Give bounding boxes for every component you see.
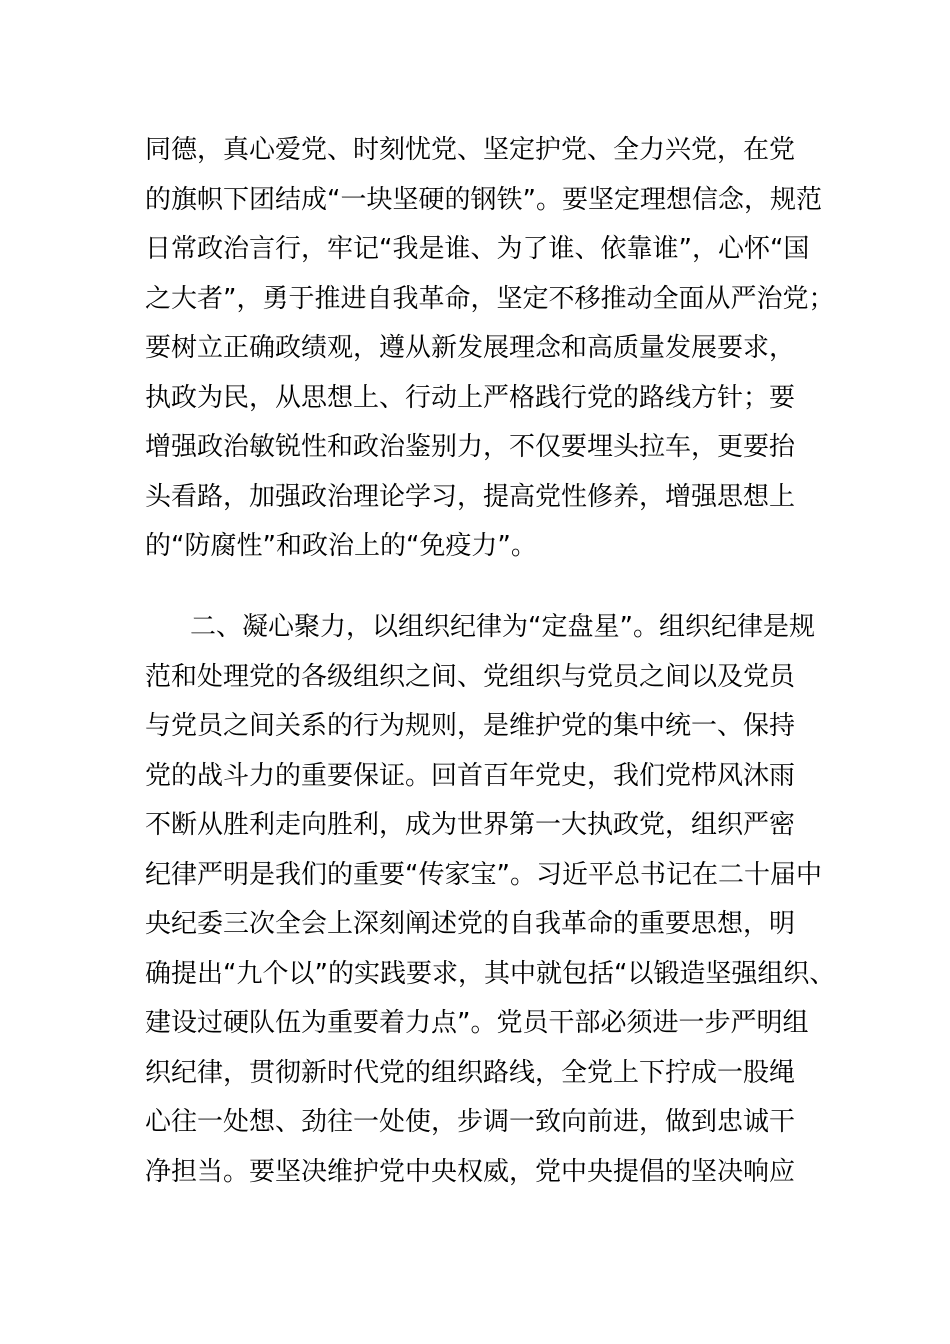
text-line: 与党员之间关系的行为规则，是维护党的集中统一、保持 [145, 711, 796, 741]
text-line: 的“防腐性”和政治上的“免疫力”。 [145, 531, 537, 561]
paragraph-heading-line: 二、凝心聚力，以组织纪律为“定盘星”。组织纪律是规 [190, 612, 815, 642]
text-line: 要树立正确政绩观，遵从新发展理念和高质量发展要求， [145, 333, 796, 363]
text-line: 同德，真心爱党、时刻忧党、坚定护党、全力兴党，在党 [145, 135, 796, 165]
text-line: 增强政治敏锐性和政治鉴别力，不仅要埋头拉车，更要抬 [145, 432, 796, 462]
text-line: 执政为民，从思想上、行动上严格践行党的路线方针；要 [145, 383, 796, 413]
text-line: 心往一处想、劲往一处使，步调一致向前进，做到忠诚干 [145, 1107, 796, 1137]
text-line: 之大者”，勇于推进自我革命，坚定不移推动全面从严治党； [145, 284, 835, 314]
text-line: 不断从胜利走向胜利，成为世界第一大执政党，组织严密 [145, 810, 796, 840]
text-line: 织纪律，贯彻新时代党的组织路线，全党上下拧成一股绳 [145, 1058, 796, 1088]
text-line: 的旗帜下团结成“一块坚硬的钢铁”。要坚定理想信念，规范 [145, 185, 822, 215]
text-line: 党的战斗力的重要保证。回首百年党史，我们党栉风沐雨 [145, 761, 796, 791]
text-line: 范和处理党的各级组织之间、党组织与党员之间以及党员 [145, 662, 796, 692]
text-line: 纪律严明是我们的重要“传家宝”。习近平总书记在二十届中 [145, 860, 822, 890]
text-line: 确提出“九个以”的实践要求，其中就包括“以锻造坚强组织、 [145, 959, 836, 989]
text-line: 净担当。要坚决维护党中央权威，党中央提倡的坚决响应 [145, 1157, 796, 1187]
text-line: 日常政治言行，牢记“我是谁、为了谁、依靠谁”，心怀“国 [145, 234, 810, 264]
text-line: 建设过硬队伍为重要着力点”。党员干部必须进一步严明组 [145, 1008, 809, 1038]
text-line: 央纪委三次全会上深刻阐述党的自我革命的重要思想，明 [145, 909, 796, 939]
text-line: 头看路，加强政治理论学习，提高党性修养，增强思想上 [145, 482, 796, 512]
